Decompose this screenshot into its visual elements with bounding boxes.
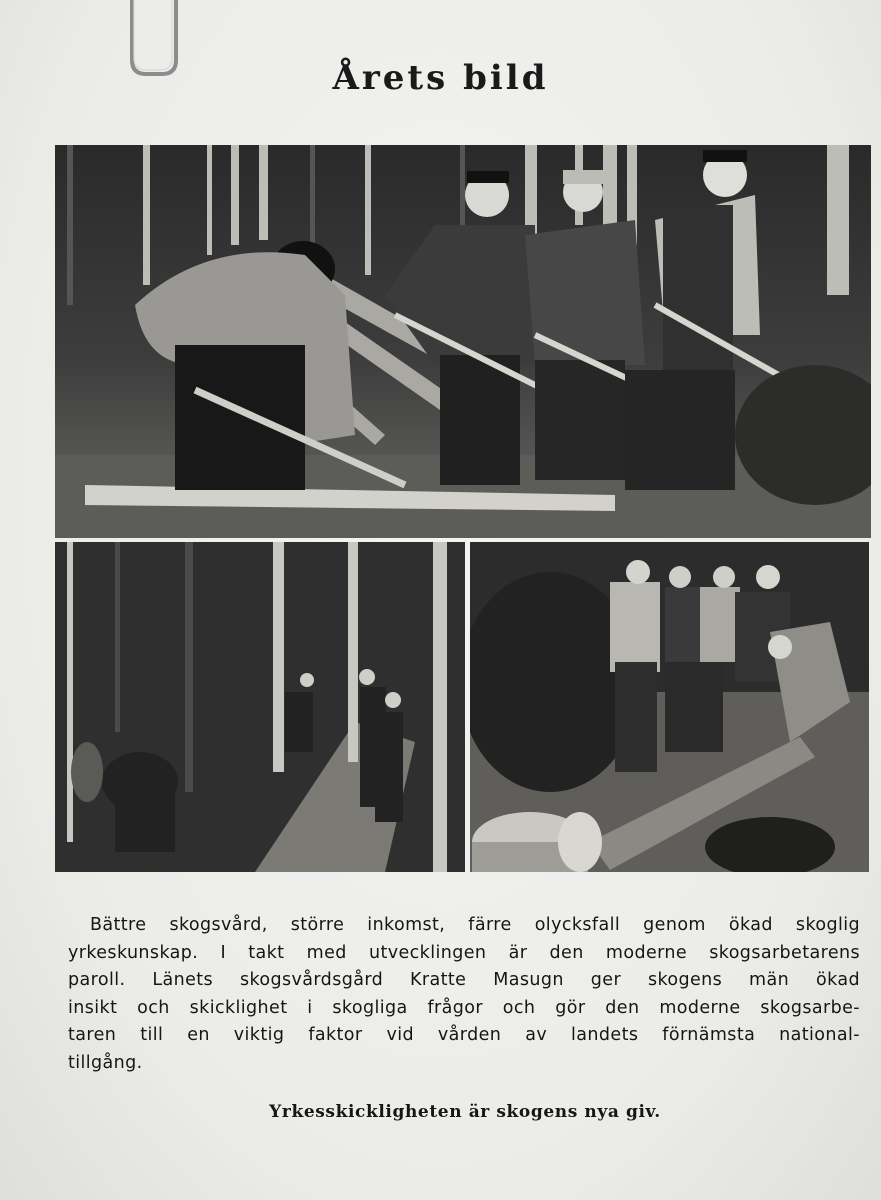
bottom-right-photo — [470, 542, 869, 872]
caption-paragraph — [68, 912, 860, 1077]
log-measuring-photo — [470, 542, 869, 872]
top-photo — [55, 145, 871, 538]
forest-workers-photo — [55, 145, 871, 538]
caption-line: Bättre skogsvård, större inkomst, färre olycksfall genom ökad skoglig — [90, 915, 860, 935]
caption-line: tillgång. — [68, 1052, 143, 1073]
caption-line: yrkeskunskap. I takt med utvecklingen är den moderne skogsarbetarens — [68, 942, 860, 963]
slogan: Yrkesskickligheten är skogens nya giv. — [269, 1102, 661, 1122]
forest-thinning-photo — [55, 542, 465, 872]
page-title: Årets bild — [332, 58, 549, 98]
caption-line: paroll. Länets skogsvårdsgård Kratte Masugn ger skogens män ökad — [68, 970, 860, 990]
caption-line: insikt och skicklighet i skogliga frågor och gör den moderne skogsarbe- — [68, 997, 860, 1018]
caption-line: taren till en viktig faktor vid vården av landets förnämsta national- — [68, 1025, 860, 1045]
bottom-left-photo — [55, 542, 465, 872]
